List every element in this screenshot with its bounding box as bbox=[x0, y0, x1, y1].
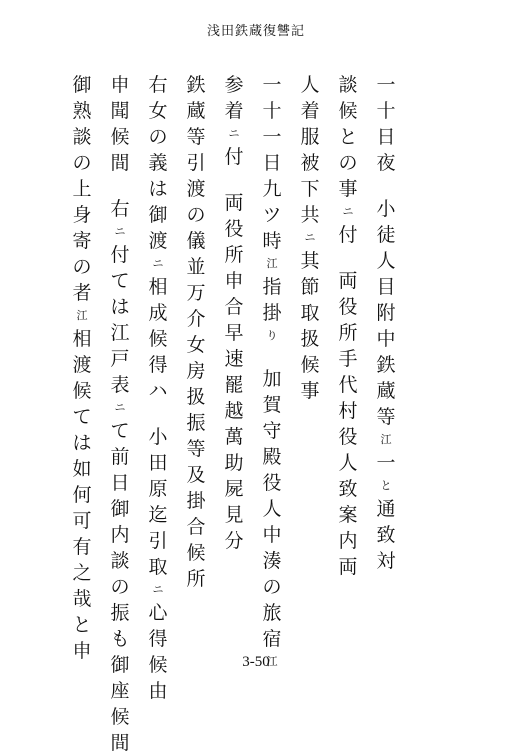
text-column: 一 十 一 日 九 ツ 時 江 指 掛 り 加 賀 守 殿 役 人 中 湊 の 旅 宿 江 bbox=[262, 74, 282, 668]
text-column: 御 熟 談 の 上 身 寄 の 者 江 相 渡 候 て は 如 何 可 有 之 哉 と 申 bbox=[72, 74, 92, 662]
text-column: 右 女 の 義 は 御 渡 ニ 相 成 候 得 ハ 小 田 原 迄 引 取 ニ 心 得 候 由 bbox=[148, 74, 168, 702]
text-column: 人 着 服 被 下 共 ニ 其 節 取 扱 候 事 bbox=[300, 74, 320, 402]
text-column: 談 候 と の 事 ニ 付 両 役 所 手 代 村 役 人 致 案 内 両 bbox=[338, 74, 358, 578]
text-column: 申 聞 候 間 右 ニ 付 て は 江 戸 表 ニ て 前 日 御 内 談 の 振 も 御 座 候 間 bbox=[110, 74, 130, 754]
text-column: 一 十 日 夜 小 徒 人 目 附 中 鉄 蔵 等 江 一 と 通 致 対 bbox=[376, 74, 396, 572]
page-title: 浅田鉄蔵復讐記 bbox=[206, 24, 305, 39]
text-column: 鉄 蔵 等 引 渡 の 儀 並 万 介 女 房 扱 振 等 及 掛 合 候 所 bbox=[186, 74, 206, 590]
text-column: 参 着 ニ 付 両 役 所 申 合 早 速 罷 越 萬 助 屍 見 分 bbox=[224, 74, 244, 552]
page-number: 3-50 bbox=[242, 654, 270, 670]
